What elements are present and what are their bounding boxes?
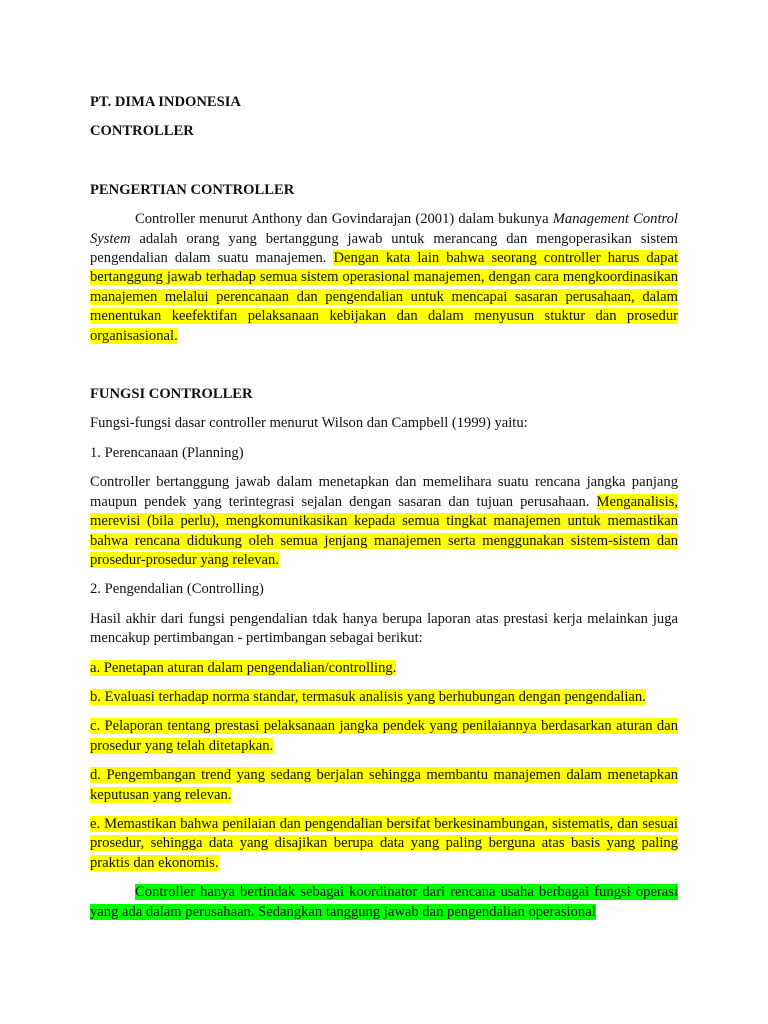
item2-paragraph: Hasil akhir dari fungsi pengendalian tdak hanya berupa laporan atas prestasi kerja melainkan juga mencakup pertimbangan - pertimbangan sebagai berikut:: [90, 610, 678, 647]
point-d: d. Pengembangan trend yang sedang berjalan sehingga membantu manajemen dalam menetapkan keputusan yang relevan.: [90, 767, 678, 803]
pengertian-highlight: Dengan kata lain bahwa seorang controller harus dapat bertanggung jawab terhadap semua sistem operasional manajemen, dengan cara mengkoordinasikan manajemen melalui perencanaan dan pengendalian untuk mencapai sasaran perusahaan, dalam menentukan keefektifan pelaksanaan kebijakan dan dalam menyusun stuktur dan prosedur organisasional.: [90, 250, 678, 344]
pengertian-text-2: adalah orang yang bertanggung jawab untuk merancang dan mengoperasikan sistem pengendalian dalam suatu manajemen.: [90, 230, 678, 267]
fungsi-intro: Fungsi-fungsi dasar controller menurut Wilson dan Campbell (1999) yaitu:: [90, 415, 528, 432]
pengertian-paragraph: [90, 210, 678, 346]
item1-text: Controller bertanggung jawab dalam menetapkan dan memelihara suatu rencana jangka panjang maupun pendek yang terintegrasi sejalan dengan sasaran dan tujuan perusahaan.: [90, 474, 678, 510]
list-item: [90, 688, 678, 707]
book-title: Management Control System: [90, 211, 678, 247]
list-item: [90, 659, 678, 678]
pengertian-text-1: Controller menurut Anthony dan Govindarajan (2001) dalam bukunya: [135, 211, 553, 228]
point-b: b. Evaluasi terhadap norma standar, termasuk analisis yang berhubungan dengan pengendalian.: [90, 688, 646, 705]
closing-highlight: Controller hanya bertindak sebagai koordinator dari rencana usaha berbagai fungsi operasi yang ada dalam perusahaan. Sedangkan tanggung jawab dan pengendalian operasional: [90, 884, 678, 920]
company-name: PT. DIMA INDONESIA: [90, 94, 241, 110]
point-c: c. Pelaporan tentang prestasi pelaksanaan jangka pendek yang penilaiannya berdasarkan aturan dan prosedur yang telah ditetapkan.: [90, 718, 678, 754]
item1-paragraph: [90, 473, 678, 570]
document-body: [90, 93, 678, 922]
point-a: a. Penetapan aturan dalam pengendalian/controlling.: [90, 659, 397, 676]
list-item: [90, 815, 678, 873]
point-e: e. Memastikan bahwa penilaian dan pengendalian bersifat berkesinambungan, sistematis, dan sesuai prosedur, sehingga data yang disajikan berupa data yang paling berguna atas basis yang paling praktis dan ekonomis.: [90, 815, 678, 871]
item2-title: 2. Pengendalian (Controlling): [90, 581, 264, 598]
section-heading-fungsi: FUNGSI CONTROLLER: [90, 386, 253, 403]
list-item: [90, 717, 678, 756]
item1-highlight: Menganalisis, merevisi (bila perlu), mengkomunikasikan kepada semua tingkat manajemen untuk memastikan bahwa rencana didukung oleh semua jenjang manajemen serta menggunakan sistem-sistem dan prosedur-prosedur yang relevan.: [90, 493, 678, 568]
closing-paragraph: [90, 883, 678, 922]
item1-title: 1. Perencanaan (Planning): [90, 444, 244, 461]
list-item: [90, 766, 678, 805]
section-heading-pengertian: PENGERTIAN CONTROLLER: [90, 181, 295, 198]
role-title: CONTROLLER: [90, 123, 194, 140]
